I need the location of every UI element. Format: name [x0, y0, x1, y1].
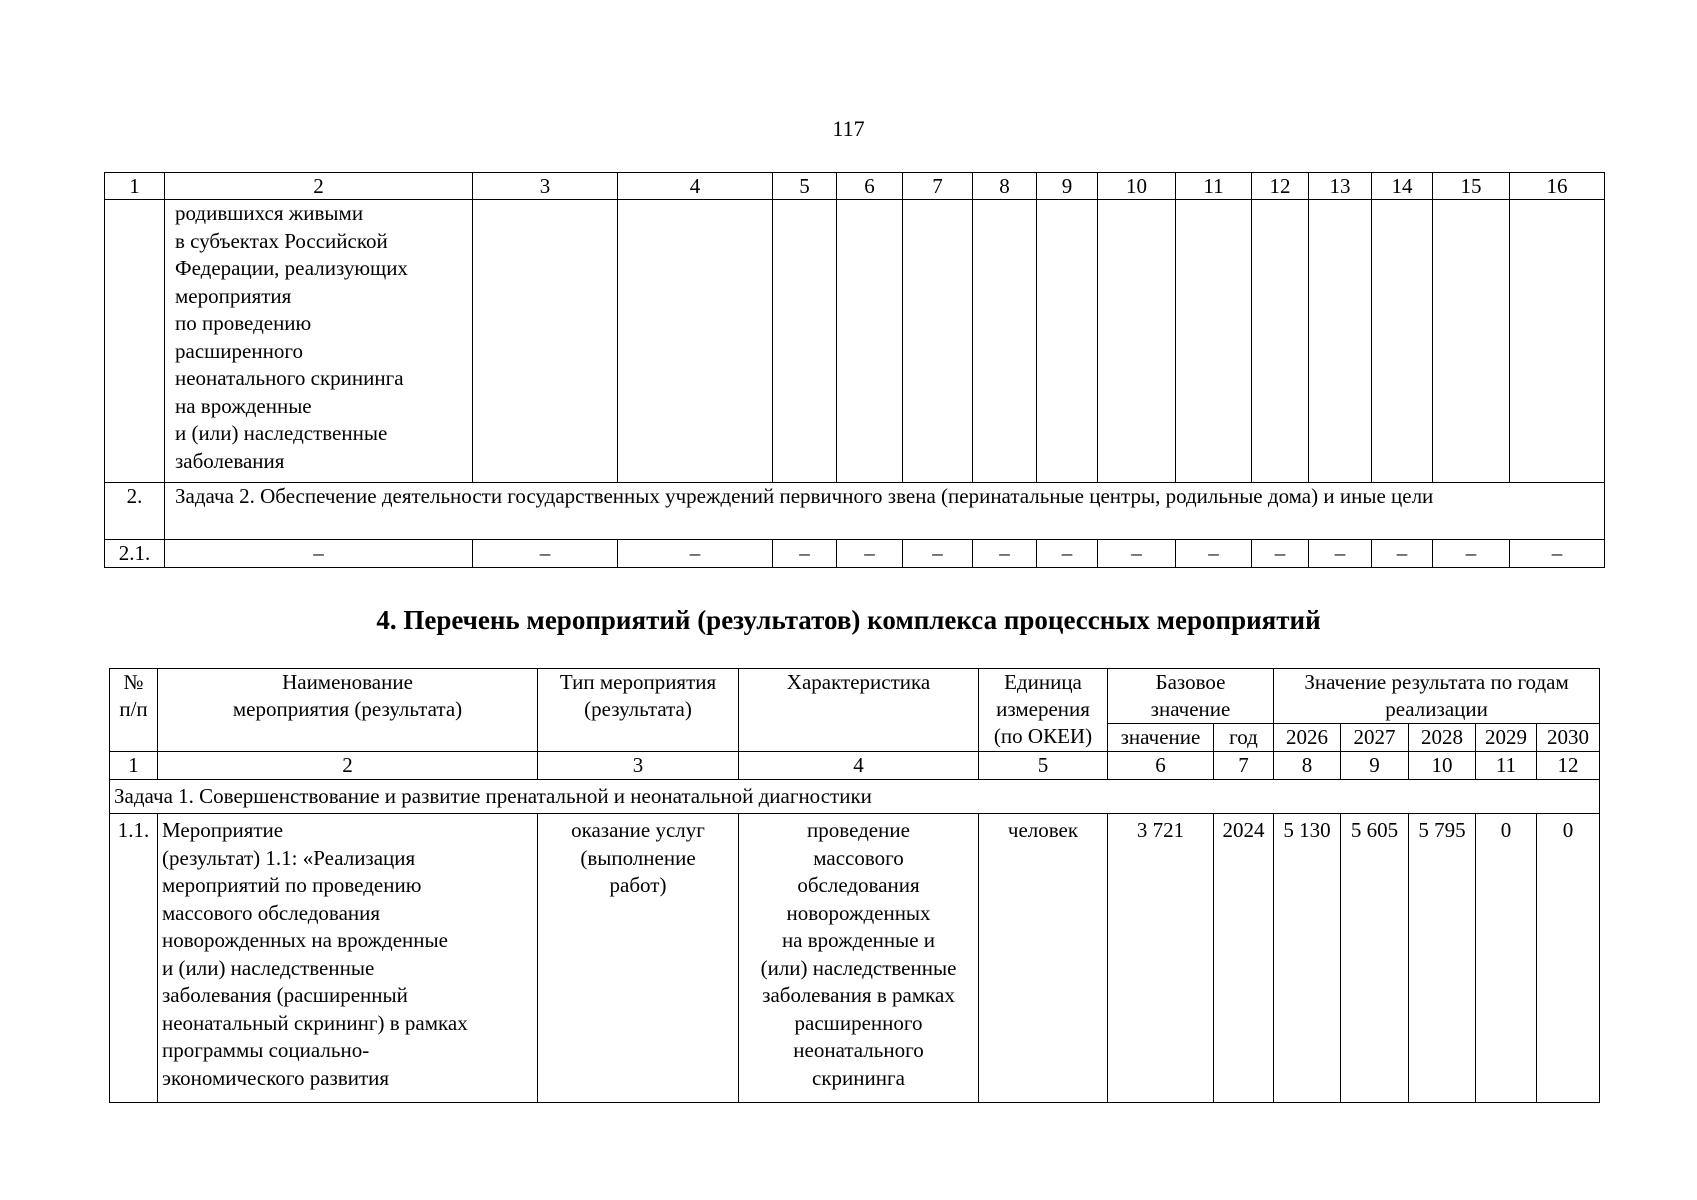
- header-characteristic: Характеристика: [739, 669, 979, 752]
- header-base-year: год: [1214, 724, 1274, 752]
- column-number: 12: [1537, 752, 1600, 780]
- table-cell: [473, 200, 618, 483]
- table-cell: [773, 200, 837, 483]
- year-value: 0: [1537, 814, 1600, 1103]
- task-row: [105, 483, 1605, 540]
- table-cell: [903, 200, 973, 483]
- table-cell: [837, 200, 903, 483]
- base-value: 3 721: [1108, 814, 1214, 1103]
- dash-cell: –: [1309, 540, 1372, 568]
- column-number: 7: [1214, 752, 1274, 780]
- table-cell: [1309, 200, 1372, 483]
- column-number: 2: [158, 752, 538, 780]
- column-number: 15: [1433, 173, 1510, 200]
- dash-cell: –: [903, 540, 973, 568]
- header-year: 2029: [1476, 724, 1537, 752]
- year-value: 0: [1476, 814, 1537, 1103]
- dash-cell: –: [773, 540, 837, 568]
- table-cell: [1510, 200, 1605, 483]
- column-number-row: [110, 752, 1600, 780]
- column-number: 13: [1309, 173, 1372, 200]
- dash-cell: –: [1037, 540, 1098, 568]
- column-number: 2: [165, 173, 473, 200]
- column-number: 7: [903, 173, 973, 200]
- column-number: 9: [1341, 752, 1409, 780]
- column-number: 14: [1372, 173, 1433, 200]
- row-number: 1.1.: [110, 814, 158, 1103]
- year-value: 5 130: [1274, 814, 1341, 1103]
- header-year: 2030: [1537, 724, 1600, 752]
- table-cell: [1372, 200, 1433, 483]
- column-number: 12: [1252, 173, 1309, 200]
- header-type: Тип мероприятия (результата): [538, 669, 739, 752]
- table-cell: [105, 200, 165, 483]
- header-year: 2027: [1341, 724, 1409, 752]
- column-number: 1: [110, 752, 158, 780]
- indicators-table-continuation: [104, 172, 1605, 568]
- activity-name: Мероприятие (результат) 1.1: «Реализация мероприятий по проведению массового обследования новорожденных на врожденные и (или) наследственные заболевания (расширенный неонатальный скрининг) в рамках программы социально- экономического развития: [158, 814, 538, 1103]
- table-row: [110, 814, 1600, 1103]
- column-number: 4: [739, 752, 979, 780]
- header-name: Наименование мероприятия (результата): [158, 669, 538, 752]
- column-number: 4: [618, 173, 773, 200]
- dash-cell: –: [973, 540, 1037, 568]
- column-number: 3: [473, 173, 618, 200]
- header-unit: Единица измерения (по ОКЕИ): [979, 669, 1108, 752]
- table-cell: [1098, 200, 1176, 483]
- header-num: № п/п: [110, 669, 158, 752]
- column-number: 3: [538, 752, 739, 780]
- column-number: 9: [1037, 173, 1098, 200]
- column-number: 16: [1510, 173, 1605, 200]
- row-number: 2.1.: [105, 540, 165, 568]
- dash-row: [105, 540, 1605, 568]
- header-years-group: Значение результата по годам реализации: [1274, 669, 1600, 724]
- row-number: 2.: [105, 483, 165, 540]
- task-row: [110, 780, 1600, 814]
- activities-table: [109, 668, 1600, 1103]
- column-number: 5: [773, 173, 837, 200]
- column-number: 11: [1476, 752, 1537, 780]
- table-cell: [1252, 200, 1309, 483]
- unit: человек: [979, 814, 1108, 1103]
- column-number: 10: [1098, 173, 1176, 200]
- section-title: 4. Перечень мероприятий (результатов) комплекса процессных мероприятий: [376, 605, 1321, 635]
- column-number: 1: [105, 173, 165, 200]
- dash-cell: –: [165, 540, 473, 568]
- column-number-row: [105, 173, 1605, 200]
- column-number: 11: [1176, 173, 1252, 200]
- header-year: 2026: [1274, 724, 1341, 752]
- continuation-row: [105, 200, 1605, 483]
- table-cell: [618, 200, 773, 483]
- column-number: 8: [973, 173, 1037, 200]
- task-text: Задача 2. Обеспечение деятельности государственных учреждений первичного звена (перинатальные центры, родильные дома) и иные цели: [165, 483, 1605, 540]
- header-base-value: значение: [1108, 724, 1214, 752]
- dash-cell: –: [1176, 540, 1252, 568]
- dash-cell: –: [837, 540, 903, 568]
- table-cell: [1433, 200, 1510, 483]
- column-number: 6: [1108, 752, 1214, 780]
- page-number: 117: [832, 116, 865, 141]
- year-value: 5 605: [1341, 814, 1409, 1103]
- indicator-name-continuation: родившихся живыми в субъектах Российской Федерации, реализующих мероприятия по проведению расширенного неонатального скрининга на врожденные и (или) наследственные заболевания: [165, 200, 473, 483]
- table-cell: [1037, 200, 1098, 483]
- column-number: 10: [1409, 752, 1476, 780]
- header-year: 2028: [1409, 724, 1476, 752]
- table-cell: [1176, 200, 1252, 483]
- activity-type: оказание услуг (выполнение работ): [538, 814, 739, 1103]
- activity-characteristic: проведение массового обследования новорожденных на врожденные и (или) наследственные заболевания в рамках расширенного неонатального скрининга: [739, 814, 979, 1103]
- base-year: 2024: [1214, 814, 1274, 1103]
- column-number: 5: [979, 752, 1108, 780]
- dash-cell: –: [1372, 540, 1433, 568]
- dash-cell: –: [1098, 540, 1176, 568]
- dash-cell: –: [1252, 540, 1309, 568]
- column-number: 8: [1274, 752, 1341, 780]
- table-cell: [973, 200, 1037, 483]
- column-number: 6: [837, 173, 903, 200]
- header-base: Базовое значение: [1108, 669, 1274, 724]
- dash-cell: –: [473, 540, 618, 568]
- year-value: 5 795: [1409, 814, 1476, 1103]
- dash-cell: –: [1433, 540, 1510, 568]
- dash-cell: –: [618, 540, 773, 568]
- task-text: Задача 1. Совершенствование и развитие пренатальной и неонатальной диагностики: [110, 780, 1600, 814]
- dash-cell: –: [1510, 540, 1605, 568]
